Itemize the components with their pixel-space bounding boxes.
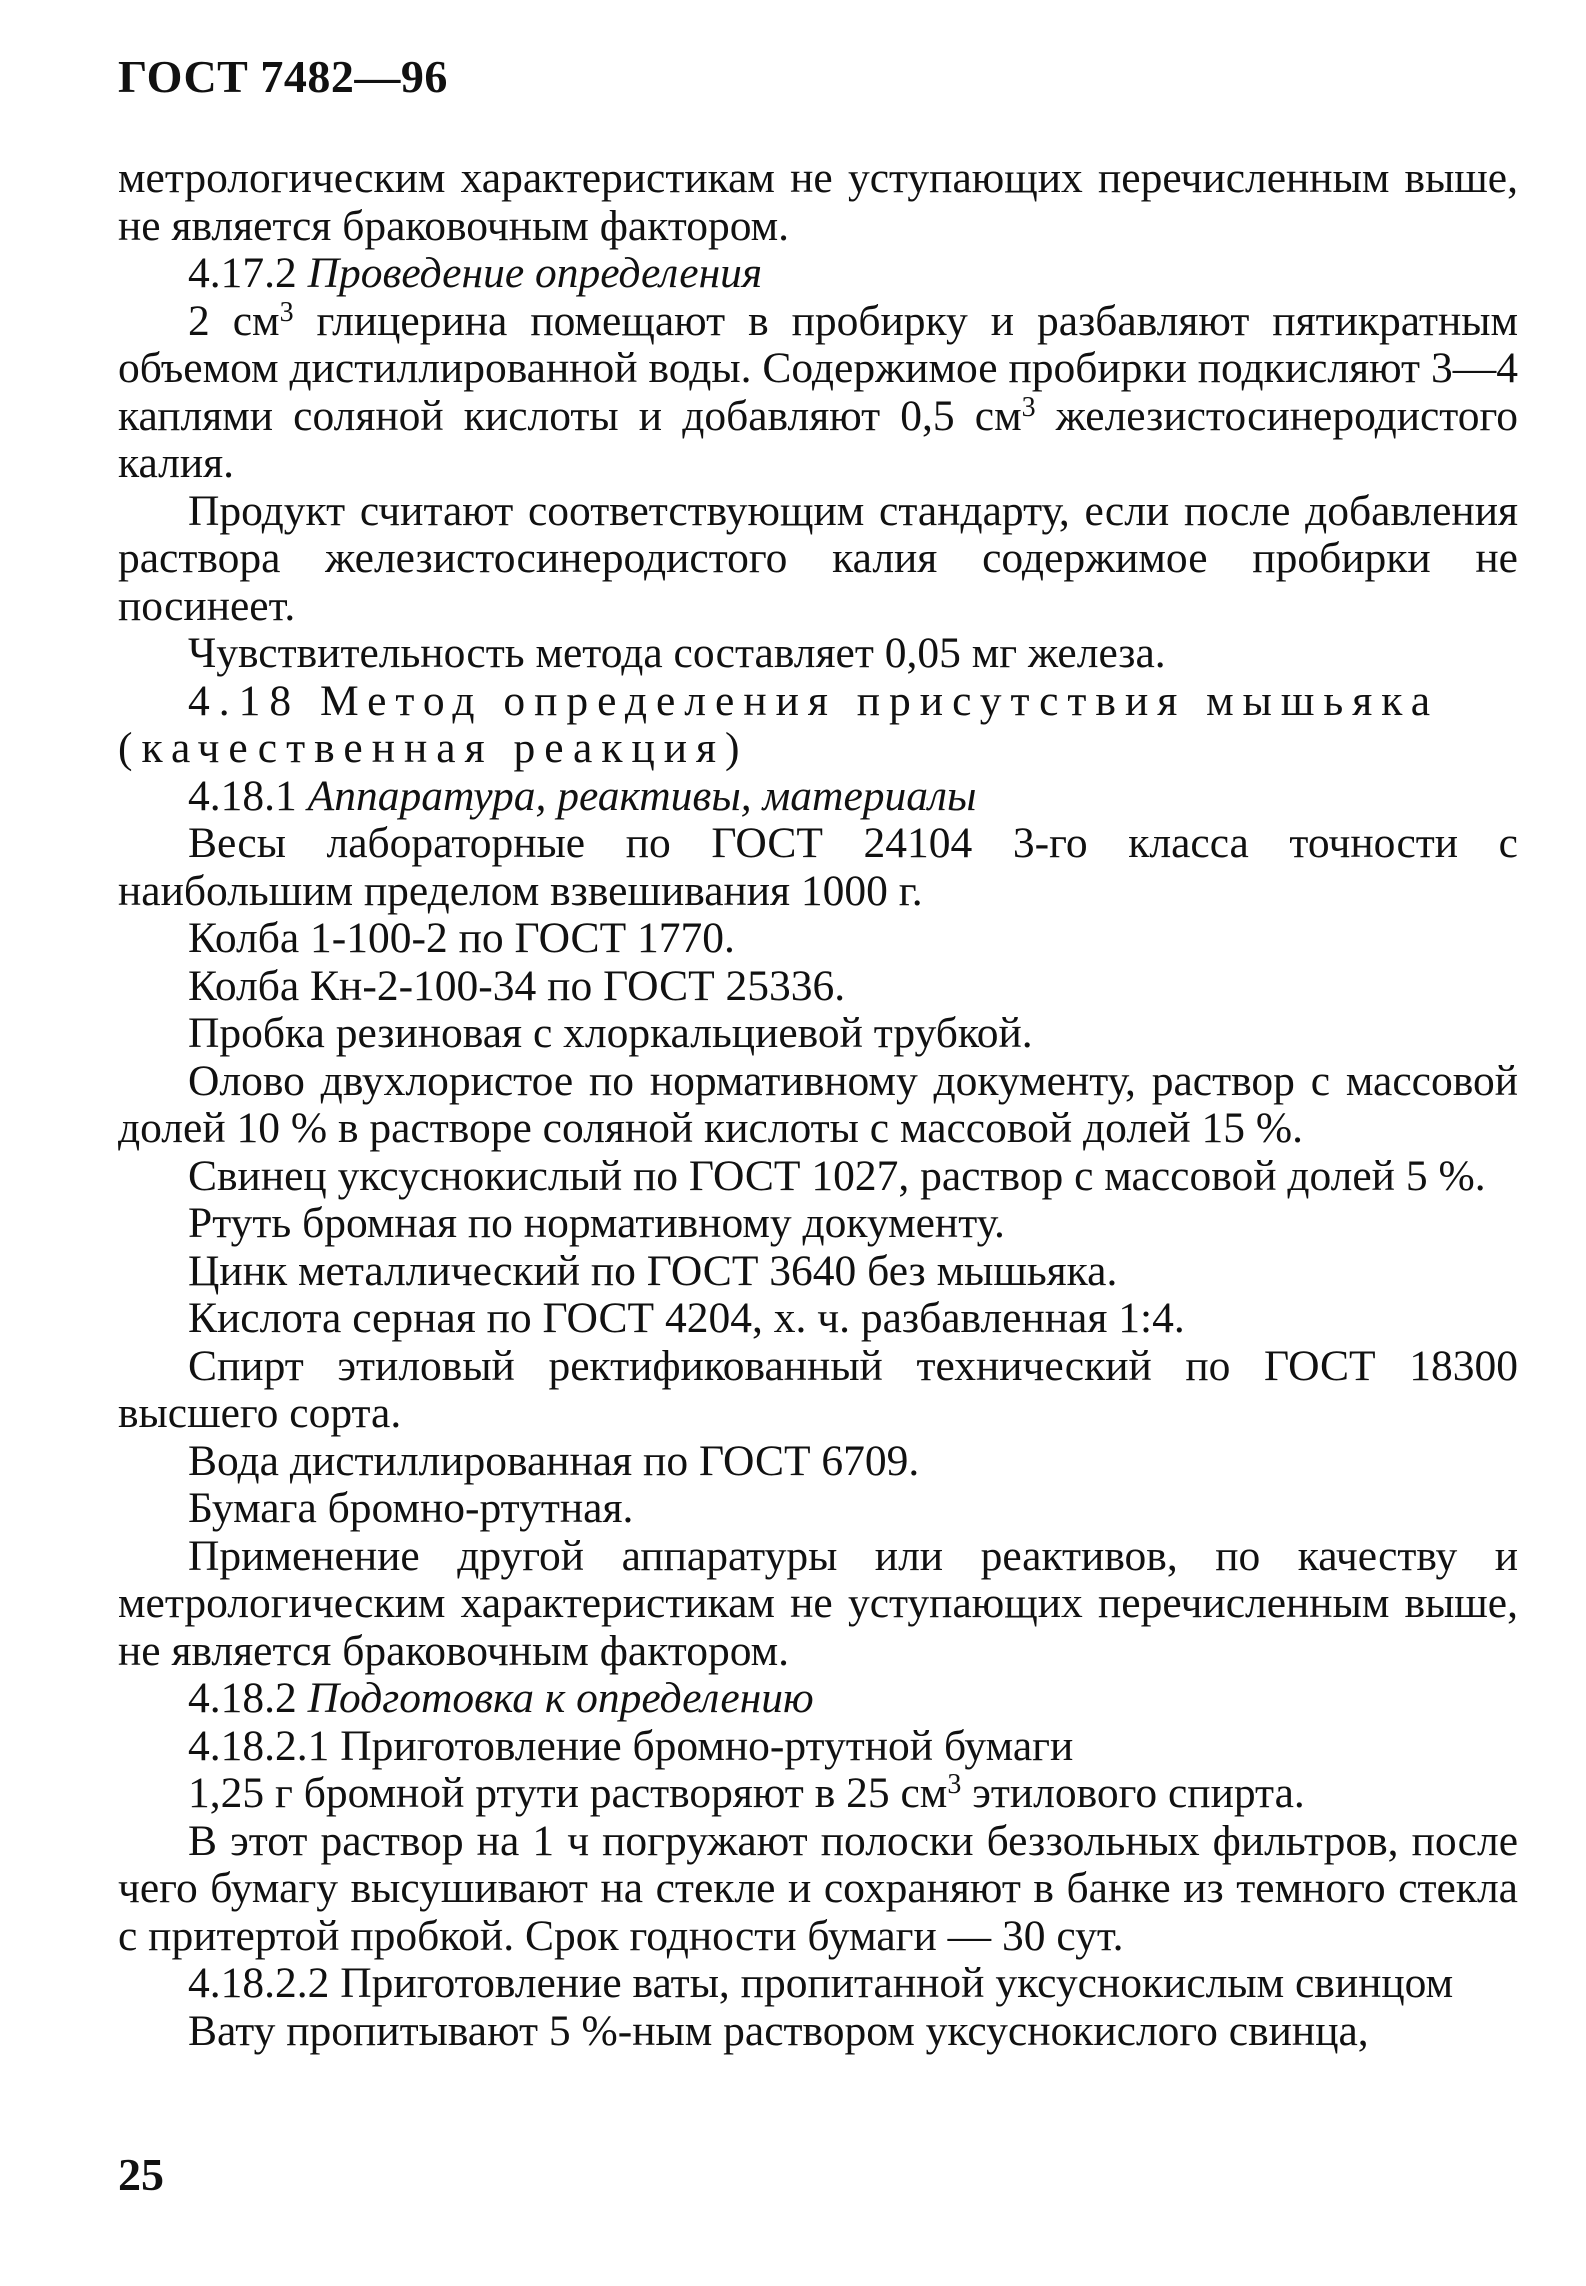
paragraph: Олово двухлористое по нормативному документу, раствор с массовой долей 10 % в растворе соляной кислоты с массовой долей 15 %. (118, 1056, 1518, 1152)
page-body (118, 155, 1518, 2055)
paragraph: Весы лабораторные по ГОСТ 24104 3-го класса точности с наибольшим пределом взвешивания 1000 г. (118, 819, 1518, 915)
section-number: 4.18.1 (188, 771, 308, 820)
text-run: 2 см (188, 296, 280, 345)
section-title: Проведение определения (307, 249, 763, 297)
paragraph (118, 298, 1518, 488)
text-run: глицерина помещают в пробирку и разбавляют пятикратным объемом дистиллированной воды. Содержимое пробирки подкисляют 3—4 каплями соляной кислоты и добавляют 0,5 см (118, 296, 1518, 440)
subsection-heading: 4.18.2.2 Приготовление ваты, пропитанной уксуснокислым свинцом (188, 1959, 1454, 2007)
section-number: 4.17.2 (188, 249, 308, 297)
section-heading (118, 773, 1518, 821)
paragraph: Спирт этиловый ректификованный технический по ГОСТ 18300 высшего сорта. (118, 1341, 1518, 1437)
paragraph: Вода дистиллированная по ГОСТ 6709. (188, 1436, 920, 1485)
paragraph: Колба 1-100-2 по ГОСТ 1770. (188, 914, 735, 962)
paragraph (118, 1770, 1518, 1818)
paragraph: Пробка резиновая с хлоркальциевой трубкой. (188, 1009, 1033, 1057)
section-number: 4.18.2 (188, 1674, 308, 1722)
section-heading (118, 250, 1518, 298)
page-header: ГОСТ 7482—96 (118, 51, 448, 102)
paragraph: Кислота серная по ГОСТ 4204, х. ч. разбавленная 1:4. (188, 1294, 1185, 1342)
section-heading: 4.18 Метод определения присутствия мышьяка (188, 676, 1439, 725)
paragraph: Применение другой аппаратуры или реактивов, по качеству и метрологическим характеристикам не уступающих перечисленным выше, не является браковочным фактором. (118, 1531, 1518, 1675)
text-run: железистосинеродистого калия. (118, 391, 1518, 487)
text-run: 1,25 г бромной ртути растворяют в 25 см (188, 1769, 948, 1817)
paragraph: Ртуть бромная по нормативному документу. (188, 1199, 1005, 1247)
paragraph: Бумага бромно-ртутная. (188, 1484, 634, 1532)
section-title: Подготовка к определению (307, 1674, 814, 1722)
paragraph: Колба Кн-2-100-34 по ГОСТ 25336. (188, 961, 846, 1010)
page-number: 25 (118, 2149, 164, 2200)
section-heading-continued: (качественная реакция) (118, 724, 749, 772)
paragraph: Вату пропитывают 5 %-ным раствором уксуснокислого свинца, (188, 2006, 1369, 2055)
subsection-heading: 4.18.2.1 Приготовление бромно-ртутной бумаги (188, 1721, 1074, 1770)
paragraph: метрологическим характеристикам не уступающих перечисленным выше, не является браковочным фактором. (118, 154, 1518, 250)
paragraph: Цинк металлический по ГОСТ 3640 без мышьяка. (188, 1246, 1118, 1295)
superscript: 3 (947, 1769, 962, 1800)
paragraph: Продукт считают соответствующим стандарту, если после добавления раствора железистосинеродистого калия содержимое пробирки не посинеет. (118, 486, 1518, 630)
paragraph: Чувствительность метода составляет 0,05 мг железа. (188, 629, 1166, 677)
paragraph: Свинец уксуснокислый по ГОСТ 1027, раствор с массовой долей 5 %. (188, 1151, 1486, 1200)
text-run: этилового спирта. (961, 1769, 1305, 1817)
superscript: 3 (1021, 391, 1036, 423)
section-title: Аппаратура, реактивы, материалы (307, 771, 977, 820)
paragraph: В этот раствор на 1 ч погружают полоски беззольных фильтров, после чего бумагу высушивают на стекле и сохраняют в банке из темного стекла с притертой пробкой. Срок годности бумаги — 30 сут. (118, 1816, 1518, 1960)
section-heading (118, 1675, 1518, 1723)
superscript: 3 (279, 296, 294, 328)
